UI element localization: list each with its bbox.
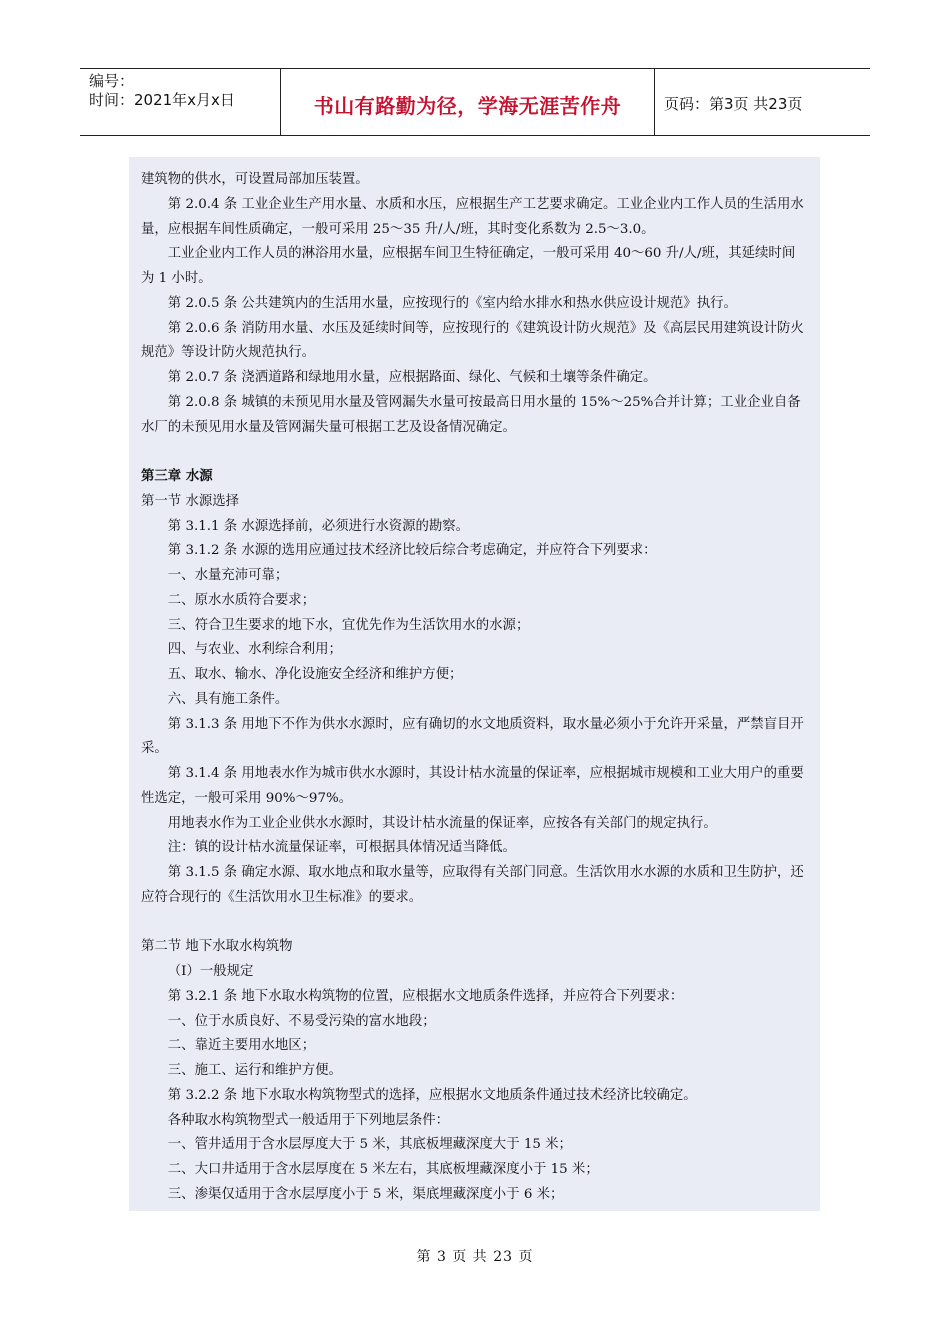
list-item: 一、管井适用于含水层厚度大于 5 米，其底板埋藏深度大于 15 米； [167, 1137, 572, 1153]
list-item: 三、符合卫生要求的地下水，宜优先作为生活饮用水的水源； [167, 617, 530, 633]
paragraph: 用地表水作为工业企业供水水源时，其设计枯水流量的保证率，应按各有关部门的规定执行。 [167, 815, 717, 831]
section-heading: 第一节 水源选择 [141, 493, 239, 509]
clause-2-0-4: 第 2.0.4 条 工业企业生产用水量、水质和水压，应根据生产工艺要求确定。工业企业内工作人员的生活用水量，应根据车间性质确定，一般可采用 25～35 升/人/班，其时变化系数为 2.5～3.0。 [141, 196, 804, 237]
clause-3-1-1: 第 3.1.1 条 水源选择前，必须进行水资源的勘察。 [167, 518, 470, 534]
document-date-label: 时间：2021年x月x日 [89, 91, 235, 109]
list-item: 五、取水、输水、净化设施安全经济和维护方便； [167, 667, 463, 682]
list-item: 二、靠近主要用水地区； [167, 1038, 316, 1054]
header-meta-cell [80, 69, 281, 135]
list-item: 四、与农业、水利综合利用； [167, 642, 342, 658]
clause-2-0-5: 第 2.0.5 条 公共建筑内的生活用水量，应按现行的《室内给水排水和热水供应设计规范》执行。 [167, 295, 737, 311]
clause-3-1-3: 第 3.1.3 条 用地下不作为供水水源时，应有确切的水文地质资料，取水量必须小于允许开采量，严禁盲目开采。 [141, 716, 804, 757]
list-item: 六、具有施工条件。 [167, 691, 289, 707]
spacer [141, 440, 808, 465]
note: 注：镇的设计枯水流量保证率，可根据具体情况适当降低。 [167, 840, 516, 856]
list-item: 三、渗渠仅适用于含水层厚度小于 5 米，渠底埋藏深度小于 6 米； [167, 1186, 564, 1202]
section-heading: 第二节 地下水取水构筑物 [141, 939, 293, 955]
list-item: 二、大口井适用于含水层厚度在 5 米左右，其底板埋藏深度小于 15 米； [167, 1162, 599, 1177]
clause-3-2-2: 第 3.2.2 条 地下水取水构筑物型式的选择，应根据水文地质条件通过技术经济比较确定。 [167, 1087, 697, 1103]
clause-3-1-4: 第 3.1.4 条 用地表水作为城市供水水源时，其设计枯水流量的保证率，应根据城市规模和工业大用户的重要性选定，一般可采用 90%～97%。 [141, 766, 804, 806]
header-motto: 书山有路勤为径，学海无涯苦作舟 [281, 69, 655, 135]
page-footer: 第 3 页 共 23 页 [416, 1249, 534, 1265]
clause-2-0-7: 第 2.0.7 条 浇洒道路和绿地用水量，应根据路面、绿化、气候和土壤等条件确定。 [167, 370, 657, 385]
document-header [80, 68, 870, 136]
document-number-label: 编号： [89, 72, 135, 90]
list-item: 一、位于水质良好、不易受污染的富水地段； [167, 1013, 436, 1029]
clause-3-1-5: 第 3.1.5 条 确定水源、取水地点和取水量等，应取得有关部门同意。生活饮用水水源的水质和卫生防护，还应符合现行的《生活饮用水卫生标准》的要求。 [141, 865, 804, 905]
list-item: 一、水量充沛可靠； [167, 568, 289, 583]
list-item: 三、施工、运行和维护方便。 [167, 1063, 342, 1078]
chapter-heading: 第三章 水源 [141, 469, 213, 484]
document-body [129, 157, 820, 1211]
paragraph: 工业企业内工作人员的淋浴用水量，应根据车间卫生特征确定，一般可采用 40～60 升/人/班，其延续时间为 1 小时。 [141, 246, 796, 286]
clause-3-2-1: 第 3.2.1 条 地下水取水构筑物的位置，应根据水文地质条件选择，并应符合下列要求： [167, 988, 684, 1004]
subsection-heading: （I）一般规定 [167, 964, 254, 979]
paragraph: 建筑物的供水，可设置局部加压装置。 [141, 172, 369, 187]
clause-3-1-2: 第 3.1.2 条 水源的选用应通过技术经济比较后综合考虑确定，并应符合下列要求： [167, 543, 657, 559]
paragraph: 各种取水构筑物型式一般适用于下列地层条件： [167, 1112, 449, 1128]
clause-2-0-6: 第 2.0.6 条 消防用水量、水压及延续时间等，应按现行的《建筑设计防火规范》及《高层民用建筑设计防火规范》等设计防火规范执行。 [141, 320, 804, 361]
list-item: 二、原水水质符合要求； [167, 592, 316, 608]
spacer [141, 911, 808, 936]
header-page-indicator: 页码：第3页 共23页 [664, 94, 803, 113]
clause-2-0-8: 第 2.0.8 条 城镇的未预见用水量及管网漏失水量可按最高日用水量的 15%～25%合并计算；工业企业自备水厂的未预见用水量及管网漏失量可根据工艺及设备情况确定。 [141, 394, 801, 435]
